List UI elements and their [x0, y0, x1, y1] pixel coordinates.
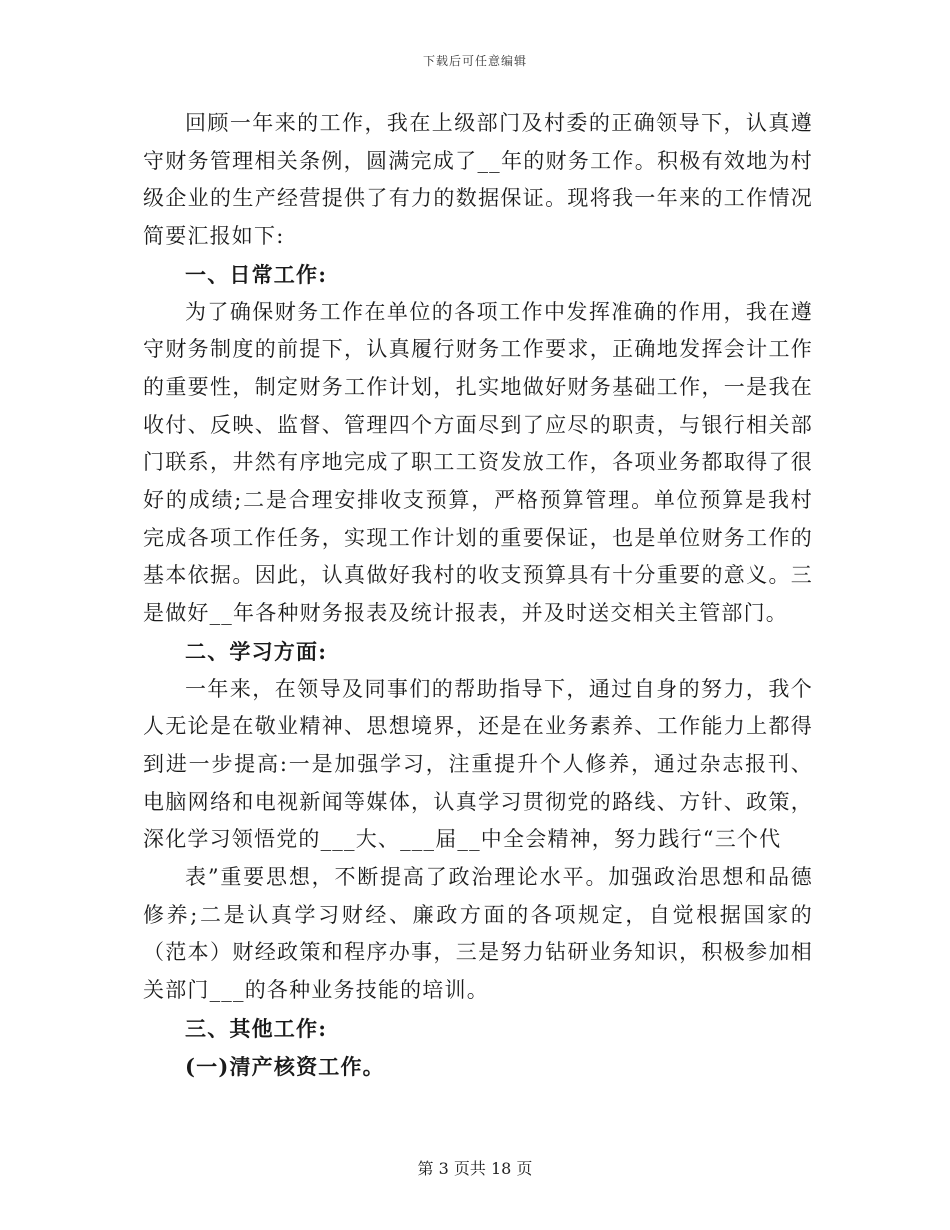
document-body [143, 105, 813, 1085]
subsection-heading-1: (一)清产核资工作。 [185, 1053, 385, 1079]
daily-paragraph: 为了确保财务工作在单位的各项工作中发挥准确的作用，我在遵守财务制度的前提下，认真履行财务工作要求，正确地发挥会计工作的重要性，制定财务工作计划，扎实地做好财务基础工作，一是我在收付、反映、监督、管理四个方面尽到了应尽的职责，与银行相关部门联系，井然有序地完成了职工工资发放工作，各项业务都取得了很好的成绩;二是合理安排收支预算，严格预算管理。单位预算是我村完成各项工作任务，实现工作计划的重要保证，也是单位财务工作的基本依据。因此，认真做好我村的收支预算具有十分重要的意义。三是做好__年各种财务报表及统计报表，并及时送交相关主管部门。 [143, 299, 813, 626]
section-heading-other: 三、其他工作: [185, 1015, 328, 1041]
section-heading-daily: 一、日常工作: [185, 261, 328, 287]
page-number-footer: 第 3 页共 18 页 [417, 1159, 533, 1178]
intro-paragraph: 回顾一年来的工作，我在上级部门及村委的正确领导下，认真遵守财务管理相关条例，圆满完成了__年的财务工作。积极有效地为村级企业的生产经营提供了有力的数据保证。现将我一年来的工作情况简要汇报如下: [143, 111, 813, 249]
section-heading-study: 二、学习方面: [185, 638, 328, 664]
header-note: 下载后可任意编辑 [422, 54, 527, 68]
study-paragraph-b: 表”重要思想，不断提高了政治理论水平。加强政治思想和品德修养;二是认真学习财经、廉政方面的各项规定，自觉根据国家的（范本）财经政策和程序办事，三是努力钻研业务知识，积极参加相关部门___的各种业务技能的培训。 [143, 865, 813, 1003]
study-paragraph-a: 一年来，在领导及同事们的帮助指导下，通过自身的努力，我个人无论是在敬业精神、思想境界，还是在业务素养、工作能力上都得到进一步提高:一是加强学习，注重提升个人修养，通过杂志报刊、电脑网络和电视新闻等媒体，认真学习贯彻党的路线、方针、政策，深化学习领悟党的___大、___届__中全会精神，努力践行“三个代 [143, 676, 813, 852]
